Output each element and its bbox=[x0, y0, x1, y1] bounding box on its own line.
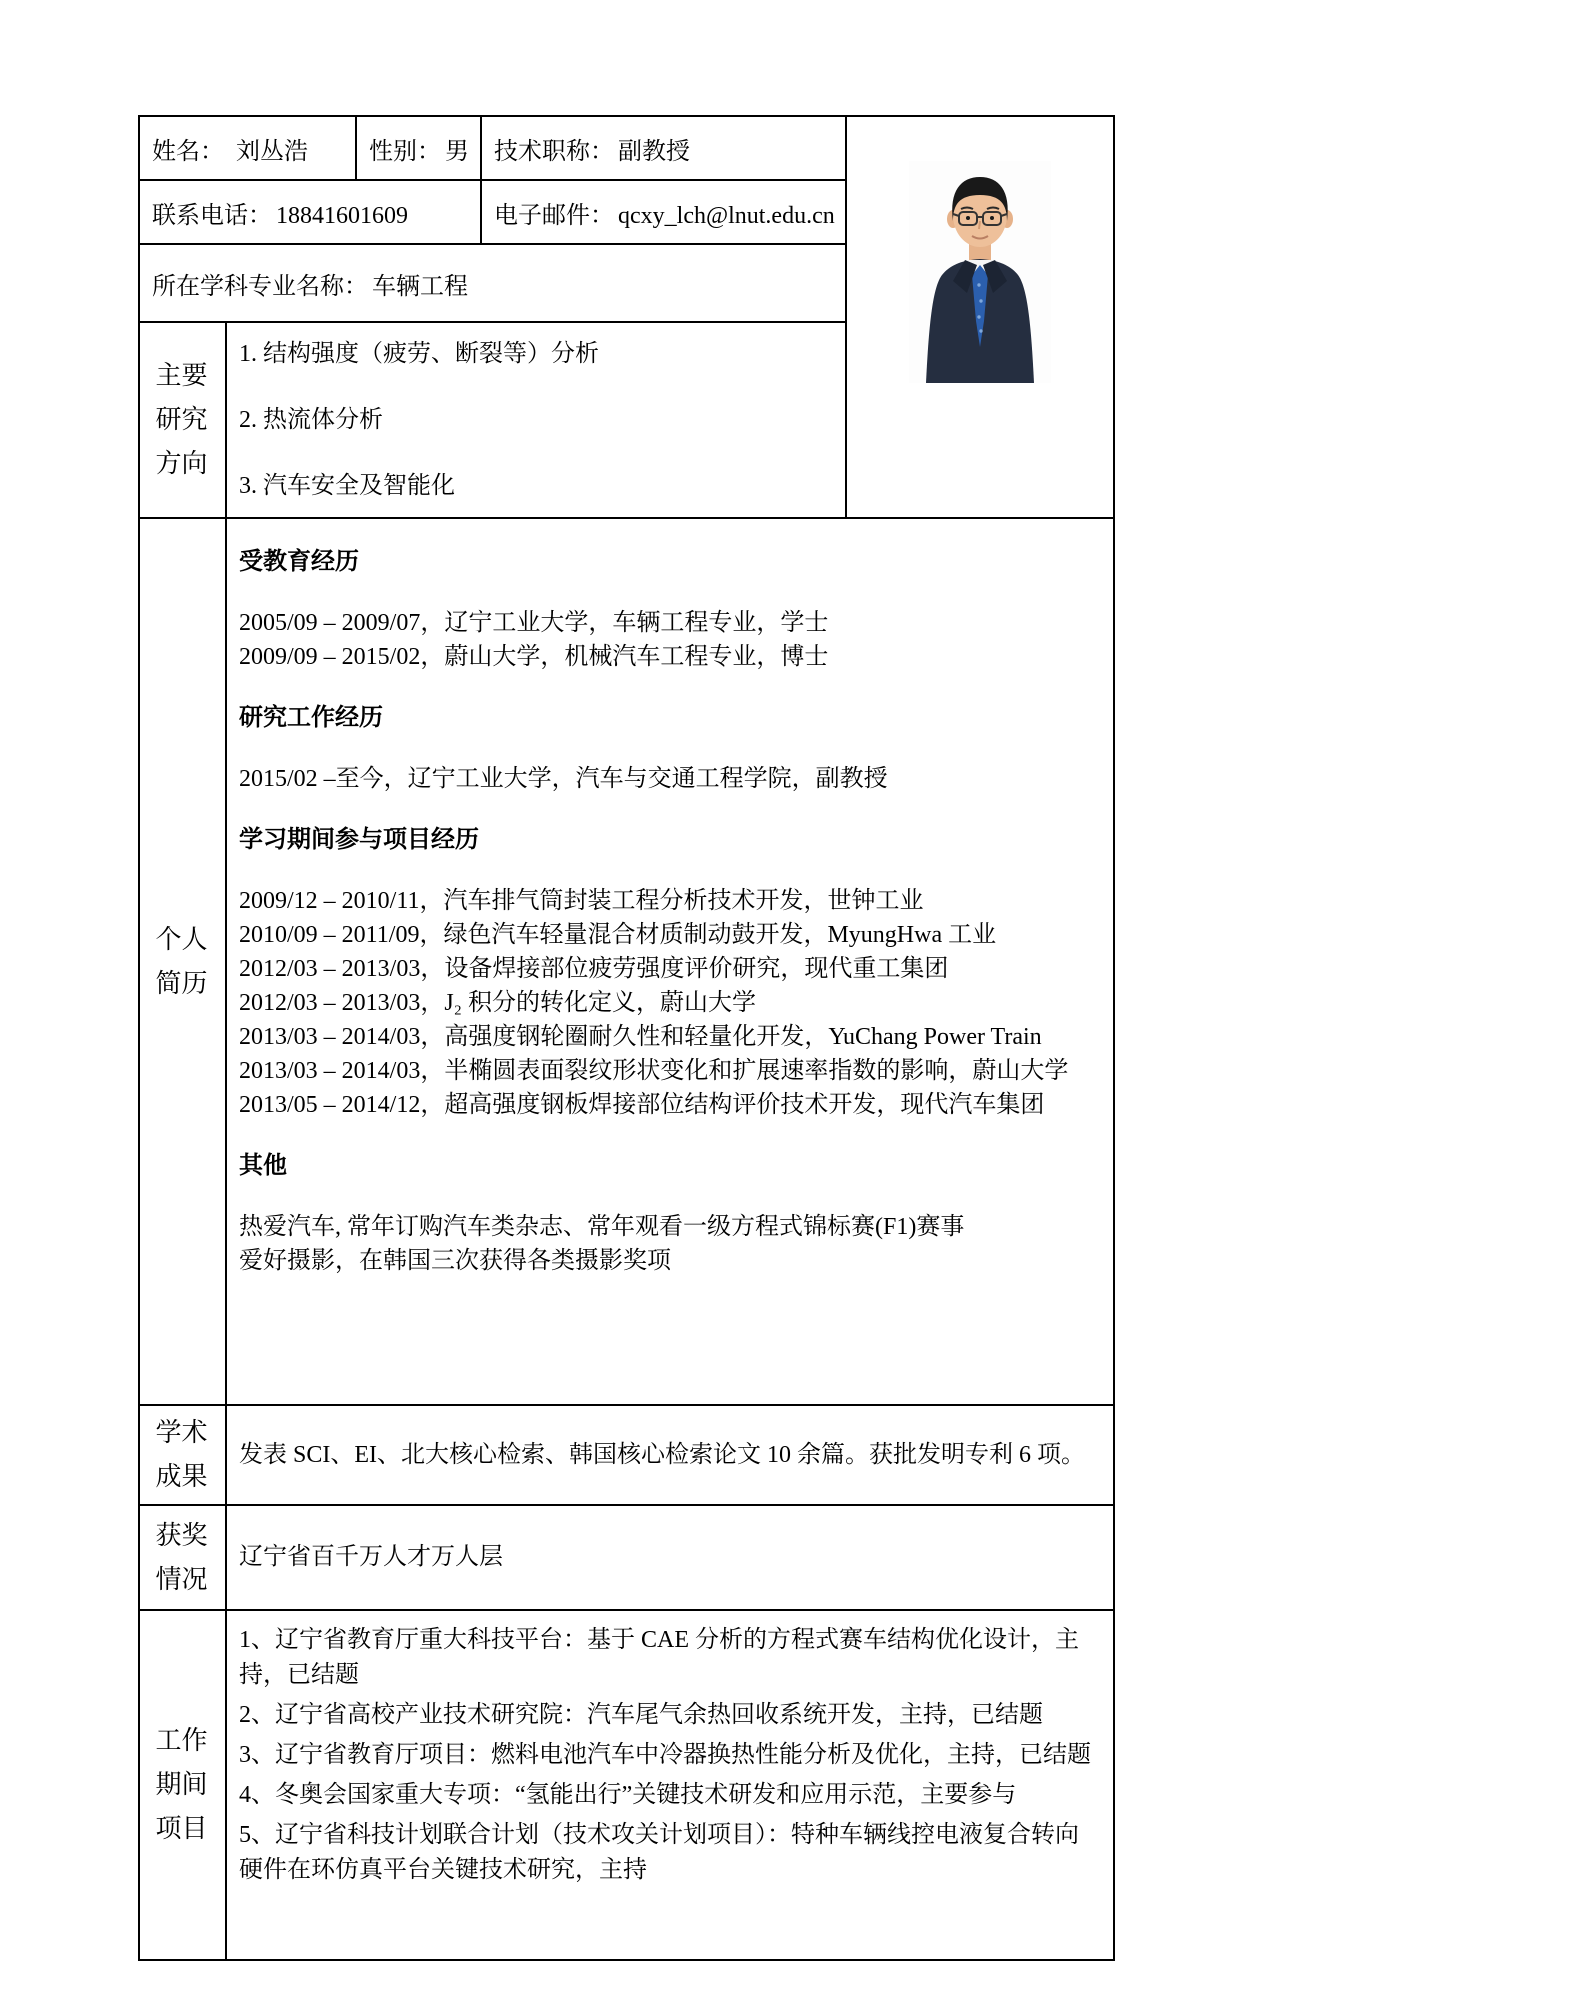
discipline-label: 所在学科专业名称： bbox=[152, 273, 368, 300]
awards-text: 辽宁省百千万人才万人层 bbox=[239, 1544, 503, 1570]
research-directions-content-cell bbox=[226, 322, 846, 518]
study-project-item: 2013/03 – 2014/03，高强度钢轮圈耐久性和轻量化开发，YuChang Power Train bbox=[239, 1024, 1042, 1050]
research-directions-label-cell bbox=[139, 322, 226, 518]
work-project-item: 1、辽宁省教育厅重大科技平台：基于 CAE 分析的方程式赛车结构优化设计，主持，已结题 bbox=[239, 1627, 1079, 1688]
photo-cell bbox=[846, 116, 1114, 518]
education-item: 2005/09 – 2009/07，辽宁工业大学，车辆工程专业，学士 bbox=[239, 610, 829, 636]
awards-label-cell bbox=[139, 1505, 226, 1610]
work-project-item: 4、冬奥会国家重大专项：“氢能出行”关键技术研发和应用示范，主要参与 bbox=[239, 1782, 1017, 1808]
email-label: 电子邮件： bbox=[494, 202, 614, 229]
education-item: 2009/09 – 2015/02，蔚山大学，机械汽车工程专业，博士 bbox=[239, 644, 829, 670]
discipline-value: 车辆工程 bbox=[372, 273, 468, 300]
name-cell bbox=[139, 116, 356, 180]
achievements-label-cell bbox=[139, 1405, 226, 1505]
work-projects-content-cell bbox=[226, 1610, 1114, 1960]
resume-row-label: 个人简历 bbox=[155, 924, 208, 998]
gender-cell bbox=[356, 116, 481, 180]
email-cell bbox=[481, 180, 846, 244]
work-projects-label-cell bbox=[139, 1610, 226, 1960]
study-project-item: 2013/05 – 2014/12，超高强度钢板焊接部位结构评价技术开发，现代汽车集团 bbox=[239, 1092, 1045, 1118]
achievements-content-cell bbox=[226, 1405, 1114, 1505]
resume-table bbox=[138, 115, 1115, 1961]
work-project-item: 3、辽宁省教育厅项目：燃料电池汽车中冷器换热性能分析及优化，主持，已结题 bbox=[239, 1742, 1091, 1768]
work-experience-item: 2015/02 –至今，辽宁工业大学，汽车与交通工程学院，副教授 bbox=[239, 766, 888, 792]
resume-content-cell bbox=[226, 518, 1114, 1405]
work-project-item: 2、辽宁省高校产业技术研究院：汽车尾气余热回收系统开发，主持，已结题 bbox=[239, 1702, 1043, 1728]
research-direction-item: 3. 汽车安全及智能化 bbox=[239, 473, 455, 499]
work-project-item: 5、辽宁省科技计划联合计划（技术攻关计划项目）：特种车辆线控电液复合转向硬件在环仿真平台关键技术研究，主持 bbox=[239, 1822, 1079, 1883]
achievements-row-label: 学术成果 bbox=[155, 1418, 208, 1491]
education-heading: 受教育经历 bbox=[239, 549, 359, 575]
awards-content-cell bbox=[226, 1505, 1114, 1610]
work-projects-row-label: 工作期间项目 bbox=[155, 1726, 208, 1843]
awards-row-label: 获奖情况 bbox=[155, 1520, 208, 1594]
study-project-item: 2010/09 – 2011/09，绿色汽车轻量混合材质制动鼓开发，MyungHwa 工业 bbox=[239, 922, 997, 948]
title-cell bbox=[481, 116, 846, 180]
work-experience-heading: 研究工作经历 bbox=[239, 705, 383, 731]
phone-cell bbox=[139, 180, 481, 244]
study-project-item: 2012/03 – 2013/03，J₂ 积分的转化定义，蔚山大学 bbox=[239, 990, 757, 1016]
gender-value: 男 bbox=[445, 138, 469, 165]
research-direction-item: 1. 结构强度（疲劳、断裂等）分析 bbox=[239, 341, 599, 367]
name-label: 姓名： bbox=[152, 138, 224, 165]
phone-label: 联系电话： bbox=[152, 202, 272, 229]
portrait-photo bbox=[909, 161, 1051, 383]
research-direction-item: 2. 热流体分析 bbox=[239, 407, 383, 433]
resume-label-cell bbox=[139, 518, 226, 1405]
name-value: 刘丛浩 bbox=[236, 138, 308, 165]
discipline-cell bbox=[139, 244, 846, 322]
study-projects-heading: 学习期间参与项目经历 bbox=[239, 827, 479, 853]
other-item: 爱好摄影，在韩国三次获得各类摄影奖项 bbox=[239, 1248, 671, 1274]
title-label: 技术职称： bbox=[494, 138, 614, 165]
research-directions-row-label: 主要研究方向 bbox=[155, 361, 208, 478]
other-item: 热爱汽车, 常年订购汽车类杂志、常年观看一级方程式锦标赛(F1)赛事 bbox=[239, 1214, 965, 1240]
title-value: 副教授 bbox=[618, 138, 690, 165]
study-project-item: 2013/03 – 2014/03，半椭圆表面裂纹形状变化和扩展速率指数的影响，蔚山大学 bbox=[239, 1058, 1069, 1084]
other-heading: 其他 bbox=[239, 1153, 287, 1179]
email-value: qcxy_lch@lnut.edu.cn bbox=[618, 202, 835, 229]
achievements-text: 发表 SCI、EI、北大核心检索、韩国核心检索论文 10 余篇。获批发明专利 6 项。 bbox=[239, 1441, 1085, 1468]
study-project-item: 2012/03 – 2013/03，设备焊接部位疲劳强度评价研究，现代重工集团 bbox=[239, 956, 949, 982]
gender-label: 性别： bbox=[369, 138, 441, 165]
study-project-item: 2009/12 – 2010/11，汽车排气筒封装工程分析技术开发，世钟工业 bbox=[239, 888, 924, 914]
phone-value: 18841601609 bbox=[276, 202, 408, 229]
